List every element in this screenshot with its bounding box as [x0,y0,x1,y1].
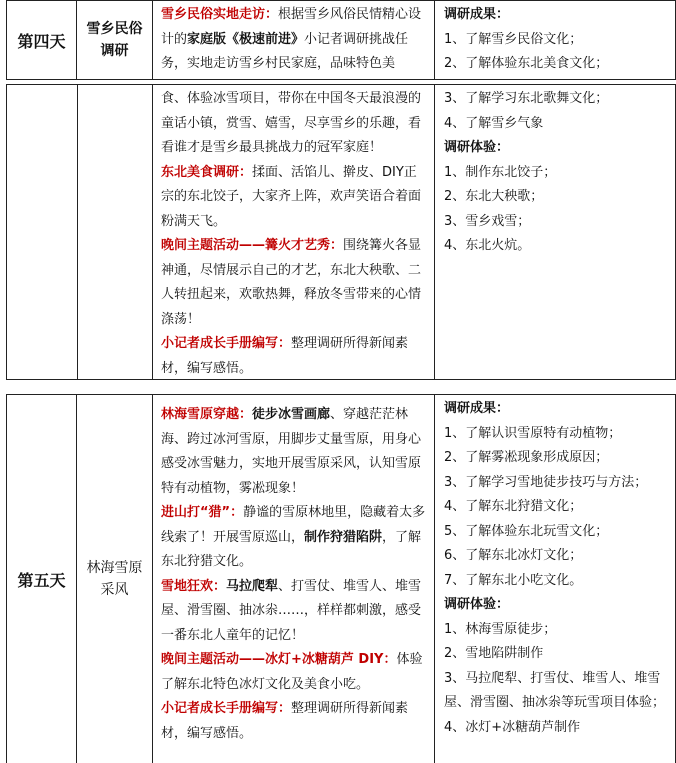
day5-name-line1: 林海雪原 [86,560,143,576]
day4-act-walk-cont: 食、体验冰雪项目，带你在中国冬天最浪漫的童话小镇，赏雪、嬉雪，尽享雪乡的乐趣，看看谁才是雪乡最具挑战力的冠军家庭！ [161,91,422,155]
day4-activities-cont [153,84,435,380]
day5-row [0,394,676,763]
day4-act-walk-text2: 小记者调研挑战任务，实地走访雪乡村民家庭，品味特色美 [161,31,409,71]
day5-res-item: 6、了解东北冰灯文化； [444,548,583,563]
day4-name-cell [77,0,153,80]
day4-row-continued [0,84,676,380]
day5-act-snow-title: 雪地狂欢： [161,578,227,594]
day5-act-lantern-title: 晚间主题活动——冰灯+冰糖葫芦 DIY： [161,652,397,667]
day4-res-item: 4、了解雪乡气象 [444,115,544,131]
day4-name-cell-cont [77,84,153,380]
day4-day-label: 第四天 [17,31,66,51]
day4-res-item: 1、了解雪乡民俗文化； [444,31,583,47]
day4-exp-item: 2、东北大秧歌； [444,189,544,204]
day5-act-snow-bold: 马拉爬犁 [226,578,279,594]
day5-name-line2: 采风 [100,582,129,598]
day4-name-line2: 调研 [100,43,129,59]
day5-res-item: 2、了解雾凇现象形成原因； [444,450,609,465]
day5-res-head1: 调研成果： [444,401,510,416]
day4-res-head1: 调研成果： [444,7,510,22]
day5-act-forest-title: 林海雪原穿越： [161,407,253,422]
day4-day-cell-cont [6,84,77,380]
day4-act-journal-text: 整理调研所得新闻素材，编写感悟。 [161,336,409,376]
day4-exp-item: 1、制作东北饺子； [444,164,557,180]
day4-res-item: 3、了解学习东北歌舞文化； [444,91,609,106]
day4-name-line1: 雪乡民俗 [86,21,143,37]
day5-res-item: 7、了解东北小吃文化。 [444,572,583,588]
day5-exp-item: 4、冰灯+冰糖葫芦制作 [444,719,581,735]
day4-res-item: 2、了解体验东北美食文化； [444,56,609,71]
day5-act-hunt-text2: ，了解东北狩猎文化。 [161,529,422,569]
day4-res-head2: 调研体验： [444,140,510,155]
day5-day-label: 第五天 [17,570,66,590]
day5-res-item: 3、了解学习雪地徒步技巧与方法； [444,474,648,490]
day4-act-food-text: 揉面、活馅儿、擀皮、DIY正宗的东北饺子，大家齐上阵，欢声笑语合着面粉满天飞。 [161,164,422,229]
day5-results [435,394,676,763]
day5-act-journal-title: 小记者成长手册编写： [161,701,292,716]
day5-res-head2: 调研体验： [444,597,510,612]
day5-act-snow-text: 、打雪仗、堆雪人、堆雪屋、滑雪圈、抽冰尜……，样样都刺激，感受一番东北人童年的记忆！ [161,578,422,643]
day5-act-hunt-text1: 静谧的雪原林地里，隐藏着太多线索了！开展雪原巡山， [161,505,426,545]
day5-exp-item: 1、林海雪原徒步； [444,621,557,637]
day5-exp-item: 3、马拉爬犁、打雪仗、堆雪人、堆雪屋、滑雪圈、抽冰尜等玩雪项目体验； [444,670,666,710]
day4-act-journal-title: 小记者成长手册编写： [161,336,292,351]
day4-act-walk-text1: 根据雪乡风俗民情精心设计的 [161,7,422,47]
day5-act-forest-bold: 徒步冰雪画廊 [252,407,331,422]
day5-act-journal-text: 整理调研所得新闻素材，编写感悟。 [161,701,409,741]
day5-act-hunt-bold: 制作狩猎陷阱 [304,529,383,545]
day4-row-top [0,0,676,80]
day5-day-cell [6,394,77,763]
day4-act-walk-bold: 家庭版《极速前进》 [187,31,305,47]
day5-act-forest-text: 、穿越茫茫林海、跨过冰河雪原，用脚步丈量雪原，用身心感受冰雪魅力，实地开展雪原采风，认知雪原特有动植物，雾凇现象！ [161,407,422,496]
day4-results-cont [435,84,676,380]
day5-act-hunt-title: 进山打“猎”： [161,505,244,520]
day4-act-food-title: 东北美食调研： [161,164,253,180]
day4-exp-item: 4、东北火炕。 [444,238,531,253]
day4-activities-top [153,0,435,80]
day4-exp-item: 3、雪乡戏雪； [444,213,531,229]
day5-exp-item: 2、雪地陷阱制作 [444,646,544,661]
day4-day-cell [6,0,77,80]
day4-act-walk-title: 雪乡民俗实地走访： [161,7,279,22]
day4-results-top [435,0,676,80]
day4-act-bonfire-text: 围绕篝火各显神通，尽情展示自己的才艺，东北大秧歌、二人转扭起来，欢歌热舞，释放冬雪带来的心情涤荡！ [161,238,422,327]
day5-res-item: 4、了解东北狩猎文化； [444,499,583,514]
day5-act-lantern-text: 体验了解东北特色冰灯文化及美食小吃。 [161,652,423,692]
day4-act-bonfire-title: 晚间主题活动——篝火才艺秀： [161,238,344,253]
day5-name-cell [77,394,153,763]
day5-res-item: 5、了解体验东北玩雪文化； [444,523,609,539]
day5-activities [153,394,435,763]
day5-res-item: 1、了解认识雪原特有动植物； [444,425,622,441]
